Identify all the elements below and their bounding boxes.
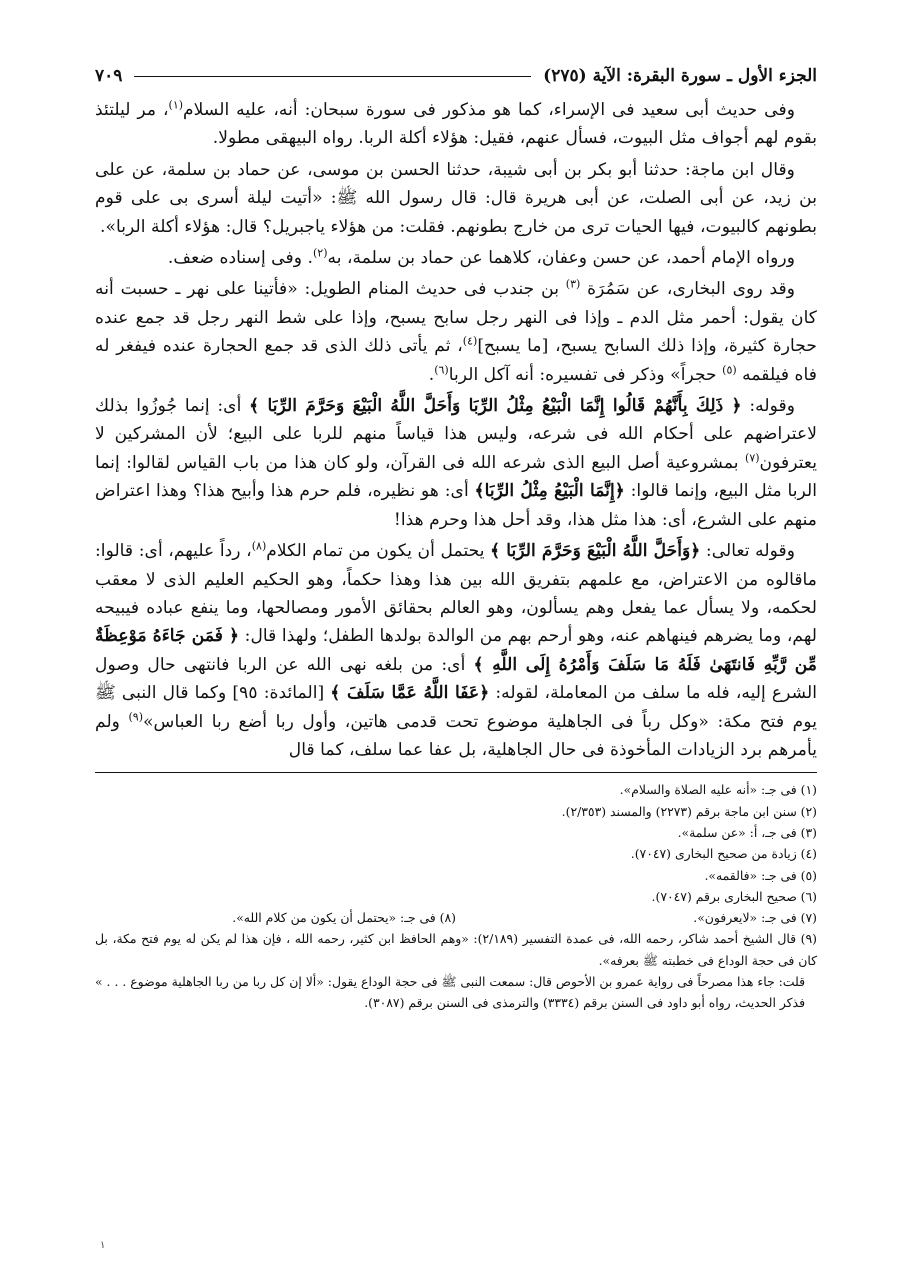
footnote-9: (٩) قال الشيخ أحمد شاكر، رحمه الله، فى عمدة التفسير (٢/١٨٩): «وهم الحافظ ابن كثير، رحمه الله ، فإن هذا لم يكن له يوم فتح مكة، بل كان فى حجة الوداع فى خطبته ﷺ بعرفه».: [95, 931, 817, 968]
text-run: [المائدة: ٩٥] وكما قال النبى ﷺ يوم فتح مكة: «وكل رباً فى الجاهلية موضوع تحت قدمى هاتين، وأول ربا أضع ربا العباس»: [95, 683, 817, 732]
paragraph-3: [95, 244, 817, 272]
text-run: وقوله:: [741, 396, 795, 417]
text-run: بمشروعية أصل البيع الذى شرعه الله فى القرآن، ولو كان هذا من باب القياس لقالوا: إنما الربا مثل البيع، وإنما قالوا:: [95, 452, 817, 502]
text-run: ، ثم يأتى ذلك الذى قد جمع الحجارة عنده فيفغر له فاه فيلقمه: [95, 336, 817, 385]
footnote-4: (٤) زيادة من صحيح البخارى (٧٠٤٧).: [630, 846, 817, 862]
footnote-ref: (٥): [722, 362, 737, 376]
footnotes: [95, 772, 817, 1013]
text-run: وفى حديث أبى سعيد فى الإسراء، كما هو مذكور فى سورة سبحان: أنه، عليه السلام: [183, 100, 795, 120]
footnote-ref: (٨): [251, 539, 267, 553]
text-run: بن جندب فى حديث المنام الطويل: «فأتينا على نهر ـ حسبت أنه كان يقول: أحمر مثل الدم ـ وإذا فى النهر رجل سابح يسبح، وإذا على شط النهر رجل قد جمع عنده حجارة كثيرة، وإذا ذلك السابح يسبح، [ما يسبح]: [95, 279, 817, 357]
paragraph-4: [95, 275, 817, 389]
paragraph-6: [95, 537, 817, 764]
footnote-5: (٥) فى جـ: «فالقمه».: [704, 867, 817, 883]
main-text: [95, 96, 817, 764]
footnote-3: (٣) فى جـ، أ: «عن سلمة».: [677, 824, 817, 840]
quran-verse: ﴿ فَمَن جَاءَهُ مَوْعِظَةٌ مِّن رَّبِّهِ فَانتَهَىٰ فَلَهُ مَا سَلَفَ وَأَمْرُهُ إِلَى اللَّهِ ﴾: [95, 626, 817, 675]
footnote-2: (٢) سنن ابن ماجة برقم (٢٢٧٣) والمسند (٢/٣٥٣).: [561, 803, 817, 819]
footnote-row: [95, 907, 817, 928]
quran-verse: ﴿ ذَلِكَ بِأَنَّهُمْ قَالُوا إِنَّمَا الْبَيْعُ مِثْلُ الرِّبَا وَأَحَلَّ اللَّهُ الْبَيْعَ وَحَرَّمَ الرِّبَا ﴾: [249, 396, 742, 417]
text-run: ورواه الإمام أحمد، عن حسن وعفان، كلاهما عن حماد بن سلمة، به: [327, 248, 795, 269]
text-run: وقال ابن ماجة: حدثنا أبو بكر بن أبى شيبة، حدثنا الحسن بن موسى، عن حماد بن سلمة، عن على بن زيد، عن أبى الصلت، عن أبى هريرة قال: قال رسول الله ﷺ: «أتيت ليلة أسرى بى على قوم بطونهم كالبيوت، فيها الحيات ترى من خارج بطونهم. فقلت: من هؤلاء ياجبريل؟ قال: هؤلاء أكلة الربا».: [95, 159, 817, 237]
text-run: . وفى إسناده ضعف.: [167, 248, 313, 269]
footnote-9-continuation: قلت: جاء هذا مصرحاً فى رواية عمرو بن الأحوص قال: سمعت النبى ﷺ فى حجة الوداع يقول: «ألا إن كل ربا من ربا الجاهلية موضوع . . . » فذكر الحديث، رواه أبو داود فى السنن برقم (٣٣٣٤) والترمذى فى السنن برقم (٣٠٨٧).: [95, 974, 805, 1011]
running-header: [95, 60, 817, 92]
text-run: وقوله تعالى:: [700, 541, 795, 562]
text-run: أى: من بلغه نهى الله عن الربا فانتهى حال وصول الشرع إليه، فله ما سلف من المعاملة، لقوله:: [95, 654, 817, 704]
text-run: أى: إنما جُوزُوا بذلك لاعتراضهم على أحكام الله فى شرعه، وليس هذا قياساً منهم للربا على البيع؛ لأن المشركين لا يعترفون: [95, 396, 817, 473]
footnote-1: (١) فى جـ: «أنه عليه الصلاة والسلام».: [619, 782, 817, 798]
footnote-ref: (٦): [434, 362, 449, 376]
footnote-ref: (٩): [128, 709, 143, 723]
text-run: أى: هو نظيره، فلم حرم هذا وأبيح هذا؟ وهذا اعتراض منهم على الشرع، أى: هذا مثل هذا، وقد أحل هذا وحرم هذا!: [95, 481, 817, 530]
text-run: حجراً» وذكر فى تفسيره: أنه آكل الربا: [448, 364, 723, 385]
footnote-7: (٧) فى جـ: «لايعرفون».: [693, 910, 817, 926]
text-run: .: [428, 364, 435, 385]
footnote-ref: (٧): [745, 451, 760, 465]
footnote-ref: (١): [168, 98, 184, 112]
text-run: وقد روى البخارى، عن سَمُرَة: [580, 279, 795, 300]
paragraph-5: [95, 392, 817, 534]
header-title: الجزء الأول ـ سورة البقرة: الآية (٢٧٥): [543, 66, 817, 86]
header-rule: [134, 76, 531, 77]
footnote-6: (٦) صحيح البخارى برقم (٧٠٤٧).: [651, 888, 817, 904]
page-number: ٧٠٩: [95, 66, 123, 86]
text-run: يحتمل أن يكون من تمام الكلام: [266, 541, 491, 562]
paragraph-2: [95, 156, 817, 241]
footnote-ref: (٢): [312, 246, 328, 260]
quran-verse: ﴿إِنَّمَا الْبَيْعُ مِثْلُ الرِّبَا﴾: [474, 481, 625, 502]
paragraph-1: [95, 96, 817, 153]
text-run: ، مر ليلتئذ بقوم لهم أجواف مثل البيوت، فسأل عنهم، فقيل: هؤلاء أكلة الربا. رواه البيهقى مطولا.: [95, 100, 817, 149]
folio-mark: ١: [100, 1240, 106, 1251]
quran-verse: ﴿عَفَا اللَّهُ عَمَّا سَلَفَ ﴾: [330, 683, 490, 704]
footnote-8: (٨) فى جـ: «يحتمل أن يكون من كلام الله».: [232, 910, 456, 926]
footnote-ref: (٣): [565, 277, 581, 291]
page: [95, 60, 817, 1014]
quran-verse: ﴿وَأَحَلَّ اللَّهُ الْبَيْعَ وَحَرَّمَ الرِّبَا ﴾: [490, 541, 701, 562]
text-run: ولم يأمرهم برد الزيادات المأخوذة فى حال الجاهلية، بل عفا عما سلف، كما قال: [95, 711, 817, 760]
footnote-ref: (٤): [462, 334, 478, 348]
text-run: ، رداً عليهم، أى: قالوا: ماقالوه من الاعتراض، مع علمهم بتفريق الله بين هذا وهذا حكماً، وهو الحكيم العليم الذى لا معقب لحكمه، ولا يسأل عما يفعل وهم يسألون، وهو العالم بحقائق الأمور ومصالحها، وما ينفع عباده فيبيحه لهم، وما يضرهم فينهاهم عنه، وهو أرحم بهم من الوالدة بولدها الطفل؛ ولهذا قال:: [95, 541, 817, 647]
